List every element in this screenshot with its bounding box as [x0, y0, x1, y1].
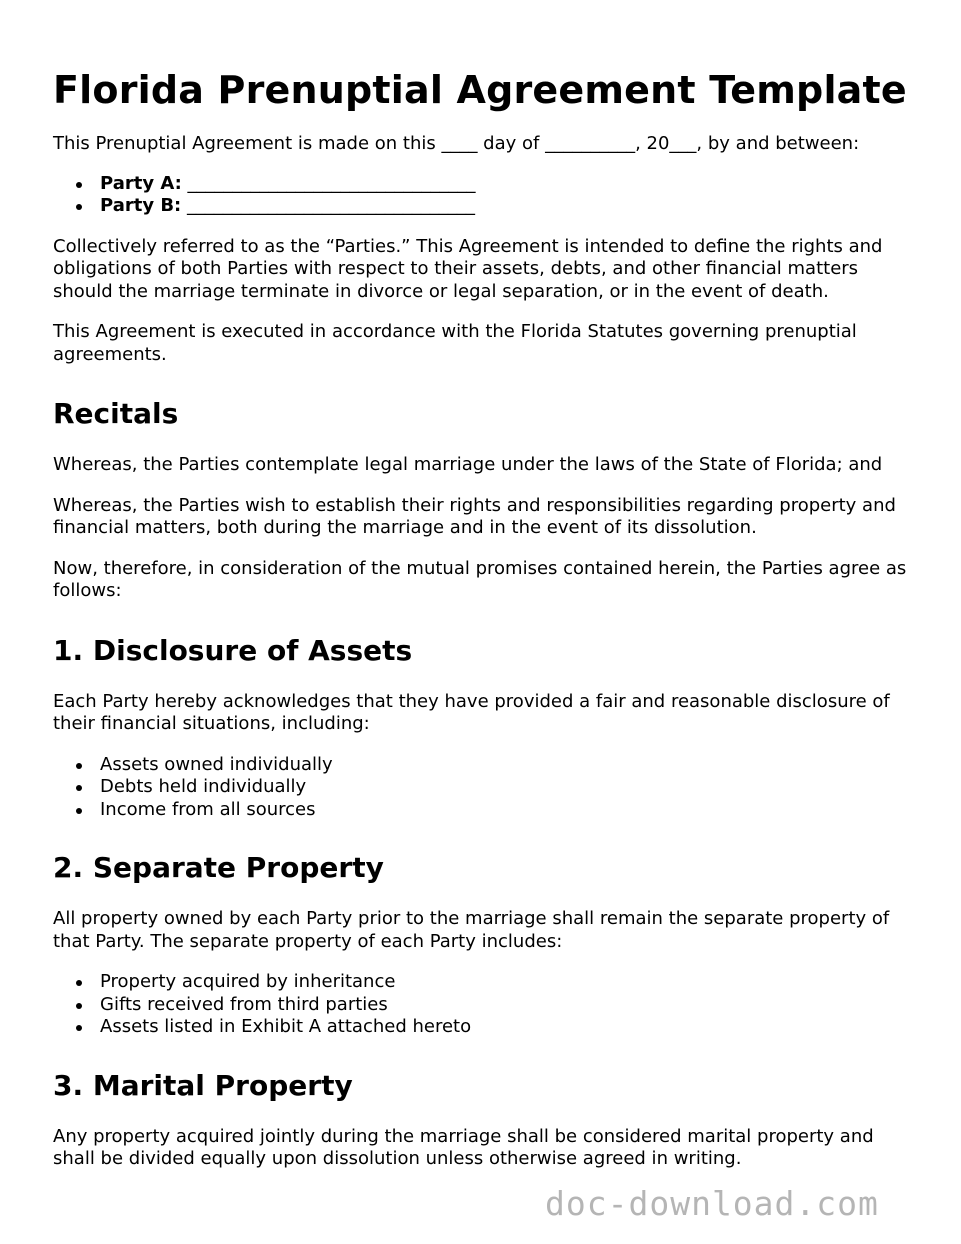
party-b-blank: ________________________________ [187, 195, 475, 216]
executed-paragraph: This Agreement is executed in accordance with the Florida Statutes governing prenuptial agreements. [53, 321, 857, 365]
recital-paragraph-3: Now, therefore, in consideration of the mutual promises contained herein, the Parties agree as follows: [53, 557, 907, 601]
recital-paragraph-2: Whereas, the Parties wish to establish their rights and responsibilities regarding property and financial matters, both during the marriage and in the event of its dissolution. [53, 494, 896, 538]
section-2-body: All property owned by each Party prior to the marriage shall remain the separate property of that Party. The separate property of each Party includes: [53, 908, 890, 952]
intro-paragraph: This Prenuptial Agreement is made on this ____ day of __________, 20___, by and between: [53, 133, 860, 154]
document-title: Florida Prenuptial Agreement Template [53, 68, 907, 112]
parties-list [53, 173, 913, 218]
recitals-heading: Recitals [53, 397, 179, 430]
section-3-heading: 3. Marital Property [53, 1068, 353, 1102]
list-item: Debts held individually [53, 776, 913, 799]
section-1-list [53, 754, 913, 822]
party-b-label: Party B: [100, 195, 182, 216]
section-3-body: Any property acquired jointly during the marriage shall be considered marital property and shall be divided equally upon dissolution unless otherwise agreed in writing. [53, 1125, 874, 1169]
recital-paragraph-1: Whereas, the Parties contemplate legal marriage under the laws of the State of Florida; and [53, 454, 883, 475]
list-item [53, 195, 913, 218]
party-a-label: Party A: [100, 172, 182, 194]
list-item: Assets owned individually [53, 754, 913, 777]
section-1-body: Each Party hereby acknowledges that they have provided a fair and reasonable disclosure of their financial situations, including: [53, 690, 890, 734]
party-a-blank: ________________________________ [187, 172, 476, 194]
section-2-heading: 2. Separate Property [53, 851, 384, 884]
list-item: Gifts received from third parties [53, 994, 913, 1017]
section-2-list [53, 971, 913, 1039]
list-item: Property acquired by inheritance [53, 971, 913, 994]
collective-paragraph: Collectively referred to as the “Parties.” This Agreement is intended to define the rights and obligations of both Parties with respect to their assets, debts, and other financial matters should the marriage terminate in divorce or legal separation, or in the event of death. [53, 235, 883, 302]
watermark-text: doc-download.com [545, 1184, 879, 1223]
section-1-heading: 1. Disclosure of Assets [53, 633, 413, 667]
document-page [53, 0, 913, 1171]
list-item [53, 173, 913, 196]
list-item: Income from all sources [53, 799, 913, 822]
list-item: Assets listed in Exhibit A attached hereto [53, 1016, 913, 1039]
